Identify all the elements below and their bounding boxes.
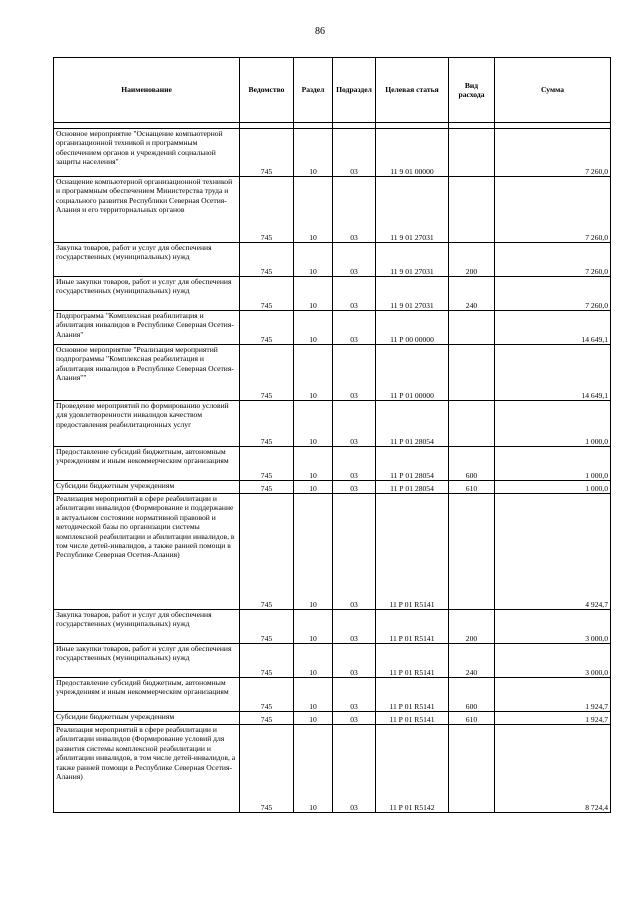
row-sum: 4 924,7	[495, 494, 611, 610]
header-name: Наименование	[54, 58, 240, 123]
row-vedomstvo: 745	[240, 401, 294, 447]
budget-table	[53, 57, 611, 813]
row-expense-type: 200	[449, 610, 495, 644]
row-podrazdel: 03	[333, 447, 376, 481]
table-row	[54, 725, 611, 813]
row-expense-type: 610	[449, 712, 495, 725]
row-razdel: 10	[294, 447, 333, 481]
header-sum: Сумма	[495, 58, 611, 123]
table-row	[54, 243, 611, 277]
row-sum: 14 649,1	[495, 311, 611, 345]
row-target-article: 11 9 01 27031	[376, 243, 449, 277]
row-podrazdel: 03	[333, 311, 376, 345]
table-row	[54, 610, 611, 644]
row-razdel: 10	[294, 401, 333, 447]
row-sum: 14 649,1	[495, 345, 611, 401]
table-row	[54, 345, 611, 401]
row-expense-type: 200	[449, 243, 495, 277]
row-expense-type: 240	[449, 277, 495, 311]
row-podrazdel: 03	[333, 401, 376, 447]
row-expense-type	[449, 311, 495, 345]
row-vedomstvo: 745	[240, 243, 294, 277]
row-podrazdel: 03	[333, 277, 376, 311]
row-razdel: 10	[294, 481, 333, 494]
row-sum: 1 924,7	[495, 712, 611, 725]
row-target-article: 11 9 01 27031	[376, 277, 449, 311]
table-row	[54, 447, 611, 481]
table-row	[54, 481, 611, 494]
row-razdel: 10	[294, 494, 333, 610]
row-podrazdel: 03	[333, 243, 376, 277]
row-sum: 7 260,0	[495, 129, 611, 177]
row-vedomstvo: 745	[240, 345, 294, 401]
row-razdel: 10	[294, 177, 333, 243]
table-row	[54, 401, 611, 447]
row-name: Реализация мероприятий в сфере реабилитации и абилитации инвалидов (Формирование условий для развития системы комплексной реабилитации и абилитации инвалидов, в том числе детей-инвалидов, а также ранней помощи в Республике Северная Осетия-Алания)	[54, 725, 240, 813]
row-expense-type	[449, 345, 495, 401]
row-podrazdel: 03	[333, 725, 376, 813]
row-name: Предоставление субсидий бюджетным, автономным учреждениям и иным некоммерческим организациям	[54, 678, 240, 712]
row-name: Проведение мероприятий по формированию условий для удовлетворенности инвалидов качеством предоставления реабилитационных услуг	[54, 401, 240, 447]
row-target-article: 11 Р 01 28054	[376, 447, 449, 481]
row-podrazdel: 03	[333, 481, 376, 494]
row-sum: 7 260,0	[495, 243, 611, 277]
row-name: Предоставление субсидий бюджетным, автономным учреждениям и иным некоммерческим организациям	[54, 447, 240, 481]
row-vedomstvo: 745	[240, 177, 294, 243]
row-sum: 8 724,4	[495, 725, 611, 813]
row-expense-type: 240	[449, 644, 495, 678]
row-podrazdel: 03	[333, 712, 376, 725]
row-name: Иные закупки товаров, работ и услуг для обеспечения государственных (муниципальных) нужд	[54, 644, 240, 678]
row-target-article: 11 Р 01 R5141	[376, 678, 449, 712]
row-name: Основное мероприятие "Оснащение компьютерной организационной техникой и программным обеспечением органов и учреждений социальной защиты населения"	[54, 129, 240, 177]
row-razdel: 10	[294, 243, 333, 277]
row-vedomstvo: 745	[240, 494, 294, 610]
row-name: Оснащение компьютерной организационной техникой и программным обеспечением Министерства труда и социального развития Республики Северная Осетия-Алания и его территориальных органов	[54, 177, 240, 243]
table-row	[54, 177, 611, 243]
row-name: Субсидии бюджетным учреждениям	[54, 481, 240, 494]
header-razdel: Раздел	[294, 58, 333, 123]
row-sum: 7 260,0	[495, 177, 611, 243]
row-name: Реализация мероприятий в сфере реабилитации и абилитации инвалидов (Формирование и поддержание в актуальном состоянии нормативной правовой и методической базы по организации системы комплексной реабилитации и абилитации инвалидов, в том числе детей-инвалидов, а также ранней помощи в Республике Северная Осетия-Алания)	[54, 494, 240, 610]
table-row	[54, 129, 611, 177]
row-podrazdel: 03	[333, 610, 376, 644]
row-target-article: 11 Р 01 R5141	[376, 610, 449, 644]
row-expense-type	[449, 494, 495, 610]
row-name: Иные закупки товаров, работ и услуг для обеспечения государственных (муниципальных) нужд	[54, 277, 240, 311]
row-razdel: 10	[294, 644, 333, 678]
table-row	[54, 644, 611, 678]
table-header-row	[54, 58, 611, 123]
row-expense-type: 600	[449, 678, 495, 712]
row-expense-type	[449, 725, 495, 813]
row-target-article: 11 Р 01 R5141	[376, 644, 449, 678]
row-razdel: 10	[294, 610, 333, 644]
row-vedomstvo: 745	[240, 129, 294, 177]
table-row	[54, 311, 611, 345]
row-vedomstvo: 745	[240, 610, 294, 644]
row-razdel: 10	[294, 277, 333, 311]
row-razdel: 10	[294, 678, 333, 712]
row-sum: 1 000,0	[495, 481, 611, 494]
row-expense-type	[449, 177, 495, 243]
row-sum: 1 000,0	[495, 447, 611, 481]
row-sum: 7 260,0	[495, 277, 611, 311]
row-razdel: 10	[294, 712, 333, 725]
row-target-article: 11 9 01 27031	[376, 177, 449, 243]
row-target-article: 11 Р 01 R5141	[376, 494, 449, 610]
table-row	[54, 277, 611, 311]
row-sum: 3 000,0	[495, 610, 611, 644]
row-razdel: 10	[294, 311, 333, 345]
table-row	[54, 678, 611, 712]
row-sum: 3 000,0	[495, 644, 611, 678]
row-podrazdel: 03	[333, 177, 376, 243]
row-target-article: 11 Р 01 28054	[376, 401, 449, 447]
row-sum: 1 924,7	[495, 678, 611, 712]
table-row	[54, 494, 611, 610]
row-target-article: 11 Р 01 R5142	[376, 725, 449, 813]
row-expense-type	[449, 129, 495, 177]
row-vedomstvo: 745	[240, 678, 294, 712]
row-name: Субсидии бюджетным учреждениям	[54, 712, 240, 725]
row-expense-type	[449, 401, 495, 447]
row-expense-type: 610	[449, 481, 495, 494]
row-razdel: 10	[294, 129, 333, 177]
row-target-article: 11 Р 01 28054	[376, 481, 449, 494]
row-target-article: 11 Р 01 R5141	[376, 712, 449, 725]
row-podrazdel: 03	[333, 678, 376, 712]
row-vedomstvo: 745	[240, 481, 294, 494]
row-podrazdel: 03	[333, 644, 376, 678]
table-row	[54, 712, 611, 725]
row-podrazdel: 03	[333, 345, 376, 401]
row-name: Подпрограмма "Комплексная реабилитация и абилитация инвалидов в Республике Северная Осетия-Алания"	[54, 311, 240, 345]
row-vedomstvo: 745	[240, 725, 294, 813]
page-number: 86	[315, 26, 325, 37]
row-podrazdel: 03	[333, 494, 376, 610]
row-vedomstvo: 745	[240, 277, 294, 311]
row-razdel: 10	[294, 725, 333, 813]
row-target-article: 11 Р 01 00000	[376, 345, 449, 401]
row-sum: 1 000,0	[495, 401, 611, 447]
row-podrazdel: 03	[333, 129, 376, 177]
row-vedomstvo: 745	[240, 644, 294, 678]
header-vedomstvo: Ведомство	[240, 58, 294, 123]
row-vedomstvo: 745	[240, 712, 294, 725]
row-razdel: 10	[294, 345, 333, 401]
row-vedomstvo: 745	[240, 447, 294, 481]
row-target-article: 11 Р 00 00000	[376, 311, 449, 345]
row-name: Основное мероприятие "Реализация мероприятий подпрограммы "Комплексная реабилитация и абилитация инвалидов в Республике Северная Осетия-Алания""	[54, 345, 240, 401]
row-name: Закупка товаров, работ и услуг для обеспечения государственных (муниципальных) нужд	[54, 610, 240, 644]
header-podrazdel: Подраздел	[333, 58, 376, 123]
header-target-article: Целевая статья	[376, 58, 449, 123]
row-target-article: 11 9 01 00000	[376, 129, 449, 177]
row-expense-type: 600	[449, 447, 495, 481]
row-vedomstvo: 745	[240, 311, 294, 345]
row-name: Закупка товаров, работ и услуг для обеспечения государственных (муниципальных) нужд	[54, 243, 240, 277]
header-expense-type: Вид расхода	[449, 58, 495, 123]
